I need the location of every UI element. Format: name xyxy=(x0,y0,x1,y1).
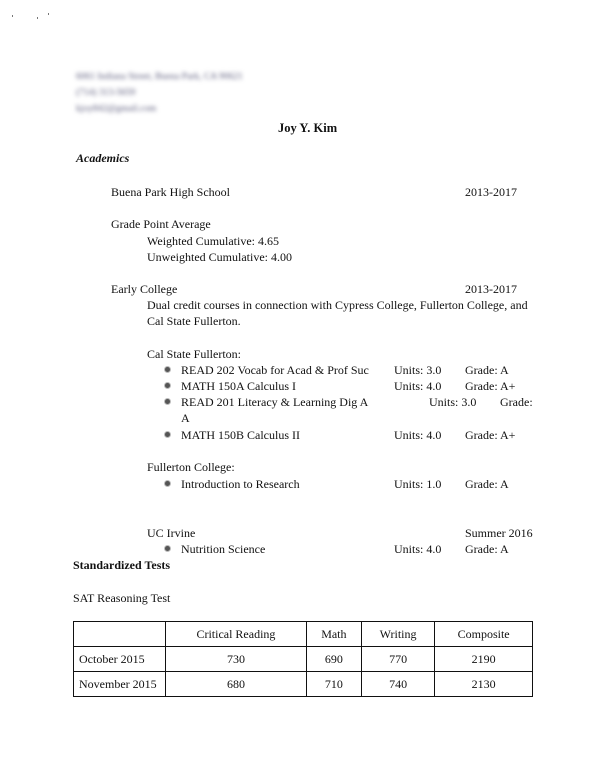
early-college-desc-line2: Cal State Fullerton. xyxy=(147,314,241,328)
bullet-icon xyxy=(165,383,170,388)
course-grade: Grade: A xyxy=(465,363,509,377)
course-grade: Grade: A+ xyxy=(465,379,516,393)
sat-score-table xyxy=(73,621,533,697)
course-units: Units: 4.0 xyxy=(394,542,442,556)
academics-heading: Academics xyxy=(76,151,130,165)
table-cell: 690 xyxy=(306,647,361,672)
table-header-cell: Critical Reading xyxy=(166,622,307,647)
course-units: Units: 4.0 xyxy=(394,379,442,393)
gpa-weighted: Weighted Cumulative: 4.65 xyxy=(147,234,280,248)
early-college-label: Early College xyxy=(111,282,178,296)
contact-email: kjoy842@gmail.com xyxy=(76,104,157,114)
course-name: MATH 150A Calculus I xyxy=(181,379,296,393)
uci-label: UC Irvine xyxy=(147,526,196,540)
course-grade: Grade: xyxy=(500,395,533,409)
contact-address: 6061 Indiana Street, Buena Park, CA 90621 xyxy=(76,72,243,82)
scan-speck xyxy=(48,13,49,15)
bullet-icon xyxy=(165,432,170,437)
course-name: READ 202 Vocab for Acad & Prof Suc xyxy=(181,363,369,377)
course-name: MATH 150B Calculus II xyxy=(181,428,300,442)
table-row xyxy=(74,647,533,672)
csuf-label: Cal State Fullerton: xyxy=(147,347,241,361)
course-grade-wrap: A xyxy=(181,411,190,425)
course-name: Introduction to Research xyxy=(181,477,300,491)
gpa-label: Grade Point Average xyxy=(111,217,211,231)
contact-phone: (714) 313-5659 xyxy=(76,88,136,98)
resume-name: Joy Y. Kim xyxy=(278,121,338,135)
table-cell: 680 xyxy=(166,672,307,697)
fullerton-label: Fullerton College: xyxy=(147,460,235,474)
table-cell: 710 xyxy=(306,672,361,697)
bullet-icon xyxy=(165,399,170,404)
course-name: Nutrition Science xyxy=(181,542,266,556)
table-cell: 2190 xyxy=(435,647,533,672)
scan-speck xyxy=(12,15,13,17)
table-cell: 740 xyxy=(361,672,434,697)
table-header-cell: Composite xyxy=(435,622,533,647)
course-grade: Grade: A xyxy=(465,542,509,556)
table-row xyxy=(74,672,533,697)
course-grade: Grade: A xyxy=(465,477,509,491)
course-units: Units: 3.0 xyxy=(429,395,477,409)
early-college-desc-line1: Dual credit courses in connection with Cypress College, Fullerton College, and xyxy=(147,298,528,312)
sat-label: SAT Reasoning Test xyxy=(73,591,171,605)
gpa-unweighted: Unweighted Cumulative: 4.00 xyxy=(147,250,292,264)
tests-heading: Standardized Tests xyxy=(73,558,171,572)
course-units: Units: 4.0 xyxy=(394,428,442,442)
table-cell: 2130 xyxy=(435,672,533,697)
uci-term: Summer 2016 xyxy=(465,526,533,540)
course-units: Units: 3.0 xyxy=(394,363,442,377)
table-header-row xyxy=(74,622,533,647)
early-college-years: 2013-2017 xyxy=(465,282,517,296)
table-header-cell xyxy=(74,622,166,647)
bullet-icon xyxy=(165,367,170,372)
course-grade: Grade: A+ xyxy=(465,428,516,442)
table-cell: 730 xyxy=(166,647,307,672)
table-header-cell: Math xyxy=(306,622,361,647)
bullet-icon xyxy=(165,481,170,486)
table-cell: 770 xyxy=(361,647,434,672)
bullet-icon xyxy=(165,546,170,551)
school-name: Buena Park High School xyxy=(111,185,230,199)
course-units: Units: 1.0 xyxy=(394,477,442,491)
table-cell: October 2015 xyxy=(74,647,166,672)
course-name: READ 201 Literacy & Learning Dig A xyxy=(181,395,369,409)
table-header-cell: Writing xyxy=(361,622,434,647)
school-years: 2013-2017 xyxy=(465,185,517,199)
table-cell: November 2015 xyxy=(74,672,166,697)
scan-speck xyxy=(37,17,38,19)
